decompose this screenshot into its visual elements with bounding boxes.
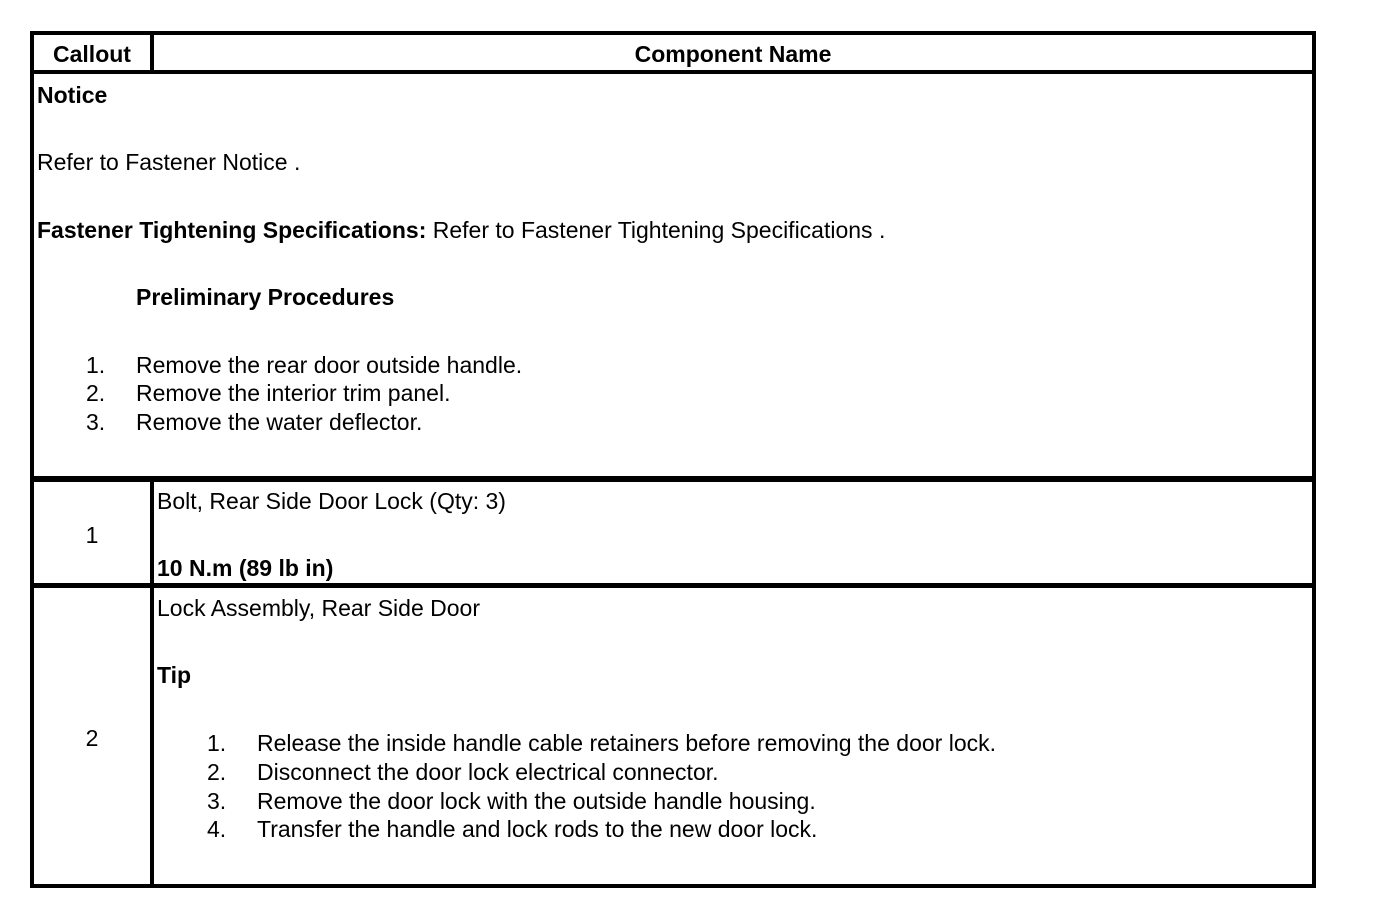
step-text: Remove the water deflector.: [136, 409, 423, 435]
tip-number: 1.: [207, 730, 227, 756]
callout-header: Callout: [53, 41, 131, 67]
step-text: Remove the interior trim panel.: [136, 380, 451, 406]
tip-number: 3.: [207, 788, 227, 814]
notice-text: Refer to Fastener Notice .: [37, 149, 301, 175]
tip-text: Transfer the handle and lock rods to the new door lock.: [257, 816, 818, 842]
fastener-spec-label: Fastener Tightening Specifications:: [37, 217, 427, 243]
tip-text: Release the inside handle cable retainers before removing the door lock.: [257, 730, 996, 756]
component-name-header: Component Name: [634, 41, 832, 67]
body-column-divider: [150, 476, 154, 888]
step-text: Remove the rear door outside handle.: [136, 352, 523, 378]
step-number: 1.: [86, 352, 106, 378]
fastener-spec-line: [37, 219, 885, 242]
tip-title: Tip: [157, 662, 192, 688]
torque-spec: 10 N.m (89 lb in): [157, 555, 334, 581]
tip-number: 4.: [207, 816, 227, 842]
tip-number: 2.: [207, 759, 227, 785]
row-divider: [30, 583, 1316, 588]
preliminary-procedures-title: Preliminary Procedures: [136, 284, 395, 310]
tip-text: Disconnect the door lock electrical connector.: [257, 759, 719, 785]
tip-text: Remove the door lock with the outside handle housing.: [257, 788, 816, 814]
callout-number: 2: [85, 725, 99, 751]
component-name: Lock Assembly, Rear Side Door: [157, 595, 480, 621]
step-number: 2.: [86, 380, 106, 406]
component-name: Bolt, Rear Side Door Lock (Qty: 3): [157, 488, 506, 514]
step-number: 3.: [86, 409, 106, 435]
fastener-spec-text: Refer to Fastener Tightening Specifications .: [426, 217, 886, 243]
header-divider: [30, 70, 1316, 74]
callout-number: 1: [85, 522, 99, 548]
notice-divider: [30, 476, 1316, 482]
notice-title: Notice: [37, 82, 108, 108]
